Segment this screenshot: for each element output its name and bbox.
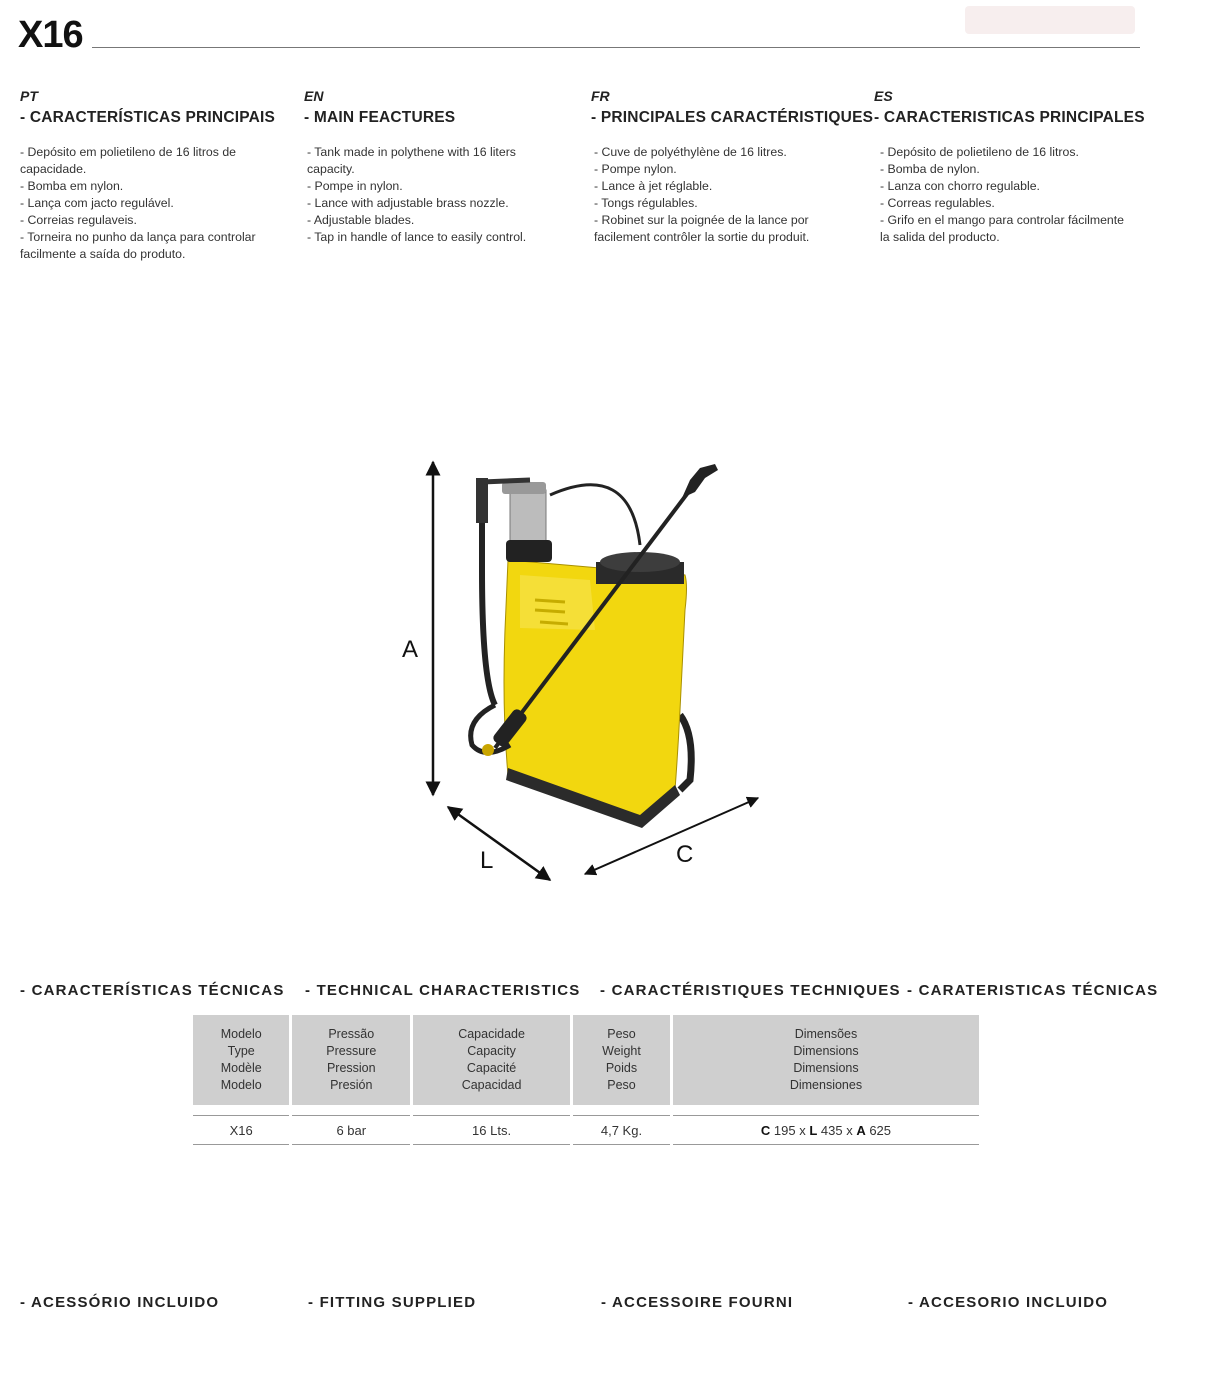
feature-line: - Depósito de polietileno de 16 litros. [880, 145, 1079, 159]
column-header-dimensions: Dimensões Dimensions Dimensions Dimensiones [673, 1015, 979, 1105]
features-column-pt [20, 88, 290, 263]
dim-a-label: A [856, 1122, 866, 1138]
feature-line: - Torneira no punho da lança para controlar [20, 230, 256, 244]
width-arrow [448, 807, 550, 880]
language-code: FR [591, 88, 610, 104]
dim-l-value: 435 x [817, 1122, 857, 1138]
features-column-en [304, 88, 574, 246]
features-list [874, 144, 1164, 246]
feature-line: - Adjustable blades. [307, 213, 415, 227]
feature-line: capacidade. [20, 162, 87, 176]
features-list [591, 144, 866, 246]
brand-logo-watermark [965, 0, 1145, 50]
cell-pressure: 6 bar [292, 1115, 410, 1145]
accessory-title-es: - ACCESORIO INCLUIDO [908, 1294, 1109, 1311]
specs-header-row [193, 1015, 979, 1105]
features-heading: - CARACTERÍSTICAS PRINCIPAIS [20, 109, 276, 126]
feature-line: capacity. [307, 162, 355, 176]
technical-title-es: - CARATERISTICAS TÉCNICAS [907, 982, 1159, 999]
feature-line: - Robinet sur la poignée de la lance por [594, 213, 809, 227]
brand-logo-icon [965, 0, 1145, 40]
feature-line: - Grifo en el mango para controlar fácilmente [880, 213, 1125, 227]
language-code: EN [304, 88, 324, 104]
height-label: A [402, 636, 419, 663]
feature-line: - Lanza con chorro regulable. [880, 179, 1040, 193]
page-title: X16 [18, 14, 83, 56]
features-heading: - CARACTERISTICAS PRINCIPALES [874, 109, 1145, 126]
language-code: ES [874, 88, 893, 104]
feature-line: - Tap in handle of lance to easily control. [307, 230, 527, 244]
features-column-fr [591, 88, 874, 246]
column-header-weight: Peso Weight Poids Peso [573, 1015, 670, 1105]
technical-title-en: - TECHNICAL CHARACTERISTICS [305, 982, 581, 999]
feature-line: - Tongs régulables. [594, 196, 698, 210]
cell-capacity: 16 Lts. [413, 1115, 570, 1145]
column-header-pressure: Pressão Pressure Pression Presión [292, 1015, 410, 1105]
feature-line: facilmente a saída do produto. [20, 247, 186, 261]
feature-line: - Correas regulables. [880, 196, 995, 210]
cell-dimensions [673, 1115, 979, 1145]
table-row [193, 1115, 979, 1145]
sprayer-illustration [471, 464, 718, 828]
feature-line: la salida del producto. [880, 230, 1000, 244]
feature-line: - Pompe in nylon. [307, 179, 403, 193]
feature-line: - Lance with adjustable brass nozzle. [307, 196, 509, 210]
accessory-title-fr: - ACCESSOIRE FOURNI [601, 1294, 794, 1311]
dim-c-value: 195 x [770, 1122, 810, 1138]
feature-line: - Lance à jet réglable. [594, 179, 713, 193]
feature-line: - Cuve de polyéthylène de 16 litres. [594, 145, 787, 159]
feature-line: - Bomba de nylon. [880, 162, 980, 176]
dim-c-label: C [760, 1122, 771, 1138]
column-header-model: Modelo Type Modèle Modelo [193, 1015, 289, 1105]
cell-weight: 4,7 Kg. [573, 1115, 670, 1145]
specs-table [190, 1015, 982, 1145]
column-header-capacity: Capacidade Capacity Capacité Capacidad [413, 1015, 570, 1105]
language-code: PT [20, 88, 38, 104]
dim-a-value: 625 [865, 1122, 892, 1138]
features-column-es [874, 88, 1164, 246]
feature-line: - Bomba em nylon. [20, 179, 124, 193]
accessory-title-pt: - ACESSÓRIO INCLUIDO [20, 1294, 220, 1311]
depth-label: C [676, 841, 694, 868]
feature-line: - Depósito em polietileno de 16 litros de [20, 145, 237, 159]
dim-l-label: L [809, 1122, 818, 1138]
features-heading: - PRINCIPALES CARACTÉRISTIQUES [591, 109, 874, 126]
feature-line: facilement contrôler la sortie du produit. [594, 230, 810, 244]
feature-line: - Pompe nylon. [594, 162, 677, 176]
feature-line: - Lança com jacto regulável. [20, 196, 174, 210]
features-list [20, 144, 290, 263]
feature-line: - Correias regulaveis. [20, 213, 137, 227]
technical-title-fr: - CARACTÉRISTIQUES TECHNIQUES [600, 982, 901, 999]
feature-line: - Tank made in polythene with 16 liters [307, 145, 516, 159]
features-heading: - MAIN FEACTURES [304, 109, 456, 126]
features-list [304, 144, 574, 246]
technical-title-pt: - CARACTERÍSTICAS TÉCNICAS [20, 982, 285, 999]
width-label: L [480, 847, 494, 874]
cell-model: X16 [193, 1115, 289, 1145]
accessory-title-en: - FITTING SUPPLIED [308, 1294, 477, 1311]
sprayer-dimension-diagram [390, 450, 780, 890]
